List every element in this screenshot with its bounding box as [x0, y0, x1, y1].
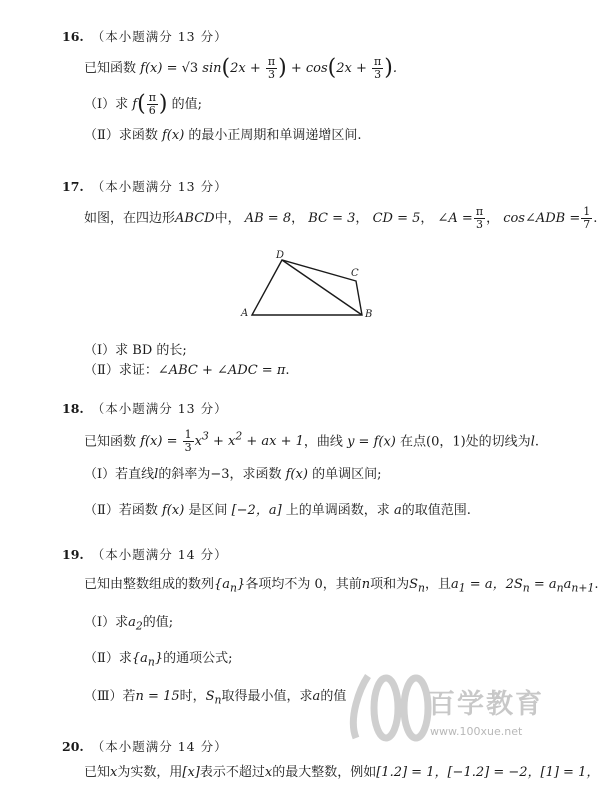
q19-sn: $S_n$ — [409, 577, 425, 595]
q17-number: 17. — [62, 179, 84, 194]
q17-ab: AB = 8 — [244, 211, 292, 226]
q16-number: 16. — [62, 29, 84, 44]
q19-stem-mid3: ，且 — [425, 577, 452, 592]
q19-n: n — [361, 577, 371, 592]
vertex-a-label: A — [241, 308, 249, 319]
q19-part3-end: 的值 — [320, 689, 347, 704]
q19-sequence: $\{a_n\}$ — [214, 577, 246, 595]
q16-part2 — [84, 127, 362, 145]
q17-score: （本小题满分 13 分） — [91, 179, 228, 194]
q18-part2-end: 的取值范围. — [401, 503, 471, 518]
q20-x2: x — [264, 765, 273, 780]
q18-part1-tangent: l — [154, 467, 159, 482]
q16-part1-math: f( $\frac{\pi}{6}$ ) — [132, 91, 168, 117]
q19-part1 — [84, 614, 173, 636]
q18-part1 — [84, 466, 381, 484]
q20-stem-mid3: 的最大整数，例如 — [272, 765, 377, 780]
q20-header — [62, 738, 228, 756]
q20-number: 20. — [62, 739, 84, 754]
q17-stem-text: 如图，在四边形 — [84, 211, 176, 226]
q19-conditions: $a_1 = a$，$2S_n = a_na_{n+1}$ — [451, 577, 595, 595]
q18-part1-suffix: 的单调区间; — [312, 467, 382, 482]
q18-tangent: l — [530, 434, 535, 450]
q17-stem-mid: 中， — [214, 211, 241, 226]
q19-stem: 已知由整数组成的数列$\{a_n\}$各项均不为 0，其前n项和为$S_n$，且$a_1 = a$，$2S_n = a_na_{n+1}$. — [84, 577, 599, 595]
q20-bracket: [x] — [182, 765, 200, 780]
q18-score: （本小题满分 13 分） — [91, 401, 228, 416]
q19-part3-text: （Ⅲ）若 — [84, 689, 136, 704]
q20-stem-mid: 为实数，用 — [117, 765, 183, 780]
q17-part1: （Ⅰ）求 BD 的长; — [84, 343, 187, 358]
q18-part2 — [84, 502, 471, 520]
q20-stem-text: 已知 — [84, 765, 111, 780]
vertex-d-label: D — [276, 250, 285, 261]
q16-part1 — [84, 92, 202, 117]
q18-part2-a: a — [393, 503, 402, 518]
q20-score: （本小题满分 14 分） — [91, 739, 228, 754]
q19-part2-math: $\{a_n\}$ — [131, 651, 164, 669]
q16-part2-text: （Ⅱ）求函数 — [84, 128, 158, 143]
q17-angle-a: ∠A = — [437, 211, 473, 226]
q19-stem-mid2: 项和为 — [370, 577, 410, 592]
q20-x: x — [110, 765, 118, 780]
q19-part1-math: $a_2$ — [128, 615, 143, 633]
q18-stem-suffix: 在点(0，1)处的切线为 — [400, 434, 531, 450]
q19-number: 19. — [62, 547, 84, 562]
logo-name: 百学教育 — [428, 689, 544, 720]
q19-score: （本小题满分 14 分） — [91, 547, 228, 562]
q19-part3 — [84, 688, 346, 710]
q18-interval: [−2，a] — [231, 503, 282, 518]
q18-part2-mid: 是区间 — [188, 503, 228, 518]
q18-function: f(x) = $\frac{1}{3}$ $x^3 + x^2$ + ax + 1 — [140, 428, 304, 455]
q19-part1-suffix: 的值; — [142, 615, 174, 630]
q18-part1-math: f(x) — [285, 467, 308, 482]
logo-url: www.100xue.net — [430, 725, 523, 738]
vertex-c-label: C — [351, 268, 359, 279]
q18-stem: 已知函数 f(x) = $\frac{1}{3}$ $x^3 + x^2$ + ax + 1，曲线 y = f(x) 在点(0，1)处的切线为l. — [84, 428, 539, 455]
q19-part3-a: a — [312, 689, 321, 704]
diagonal-bd — [282, 260, 362, 315]
q19-part3-suffix: 取得最小值，求 — [221, 689, 313, 704]
q16-header — [62, 28, 228, 46]
q18-stem-mid: ，曲线 — [303, 434, 343, 450]
q16-part2-suffix: 的最小正周期和单调递增区间. — [188, 128, 362, 143]
q19-header — [62, 546, 228, 564]
q17-part2: （Ⅱ）求证：∠ABC + ∠ADC = π. — [84, 363, 290, 378]
q16-part2-math: f(x) — [161, 128, 185, 143]
q20-stem-mid2: 表示不超过 — [199, 765, 265, 780]
q18-part2-text: （Ⅱ）若函数 — [84, 503, 158, 518]
q16-function: f(x) = √3 sin(2x + $\frac{\pi}{3}$ ) + cos(2x + $\frac{\pi}{3}$ ). — [140, 55, 397, 81]
q18-part2-suffix: 上的单调函数，求 — [285, 503, 390, 518]
q17-part2-math: ∠ABC + ∠ADC = π — [157, 363, 286, 378]
q19-part1-text: （Ⅰ）求 — [84, 615, 129, 630]
q17-header — [62, 178, 228, 196]
q18-curve: y = f(x) — [347, 434, 396, 450]
q17-cos-adb: cos∠ADB = — [503, 211, 581, 226]
quadrilateral-outline — [252, 260, 362, 315]
q19-part2-text: （Ⅱ）求 — [84, 651, 132, 666]
q16-stem — [84, 56, 397, 81]
q19-stem-text: 已知由整数组成的数列 — [84, 577, 215, 592]
q19-part3-sn: $S_n$ — [205, 689, 222, 707]
q16-part1-suffix: 的值; — [171, 97, 203, 112]
q16-part1-text: （Ⅰ）求 — [84, 97, 129, 112]
q20-stem — [84, 764, 599, 782]
q19-part2 — [84, 650, 233, 672]
q18-header — [62, 400, 228, 418]
q17-shape: ABCD — [175, 211, 215, 226]
q18-part1-mid: 的斜率为−3，求函数 — [158, 467, 282, 482]
q19-part3-mid: 时， — [179, 689, 206, 704]
q17-stem: 如图，在四边形ABCD中， AB = 8， BC = 3， CD = 5， ∠A = $\frac{\pi}{3}$ ， cos∠ADB = $\frac{1}{7}$ . — [84, 205, 598, 231]
q19-stem-mid: 各项均不为 0，其前 — [245, 577, 362, 592]
q19-part3-n: n = 15 — [135, 689, 180, 704]
vertex-b-label: B — [365, 309, 373, 320]
q20-examples: [1.2] = 1，[−1.2] = −2，[1] = 1， — [376, 765, 600, 780]
q18-stem-text: 已知函数 — [84, 434, 137, 450]
q19-part2-suffix: 的通项公式; — [163, 651, 233, 666]
q16-score: （本小题满分 13 分） — [91, 29, 228, 44]
q18-number: 18. — [62, 401, 84, 416]
logo-mark-icon — [353, 676, 428, 738]
q18-part1-text: （Ⅰ）若直线 — [84, 467, 155, 482]
quadrilateral-figure — [238, 248, 378, 320]
q18-part2-math: f(x) — [161, 503, 185, 518]
q17-cd: CD = 5 — [372, 211, 421, 226]
q17-part2-text: （Ⅱ）求证： — [84, 363, 158, 378]
q16-stem-text: 已知函数 — [84, 61, 137, 76]
q17-bc: BC = 3 — [308, 211, 356, 226]
